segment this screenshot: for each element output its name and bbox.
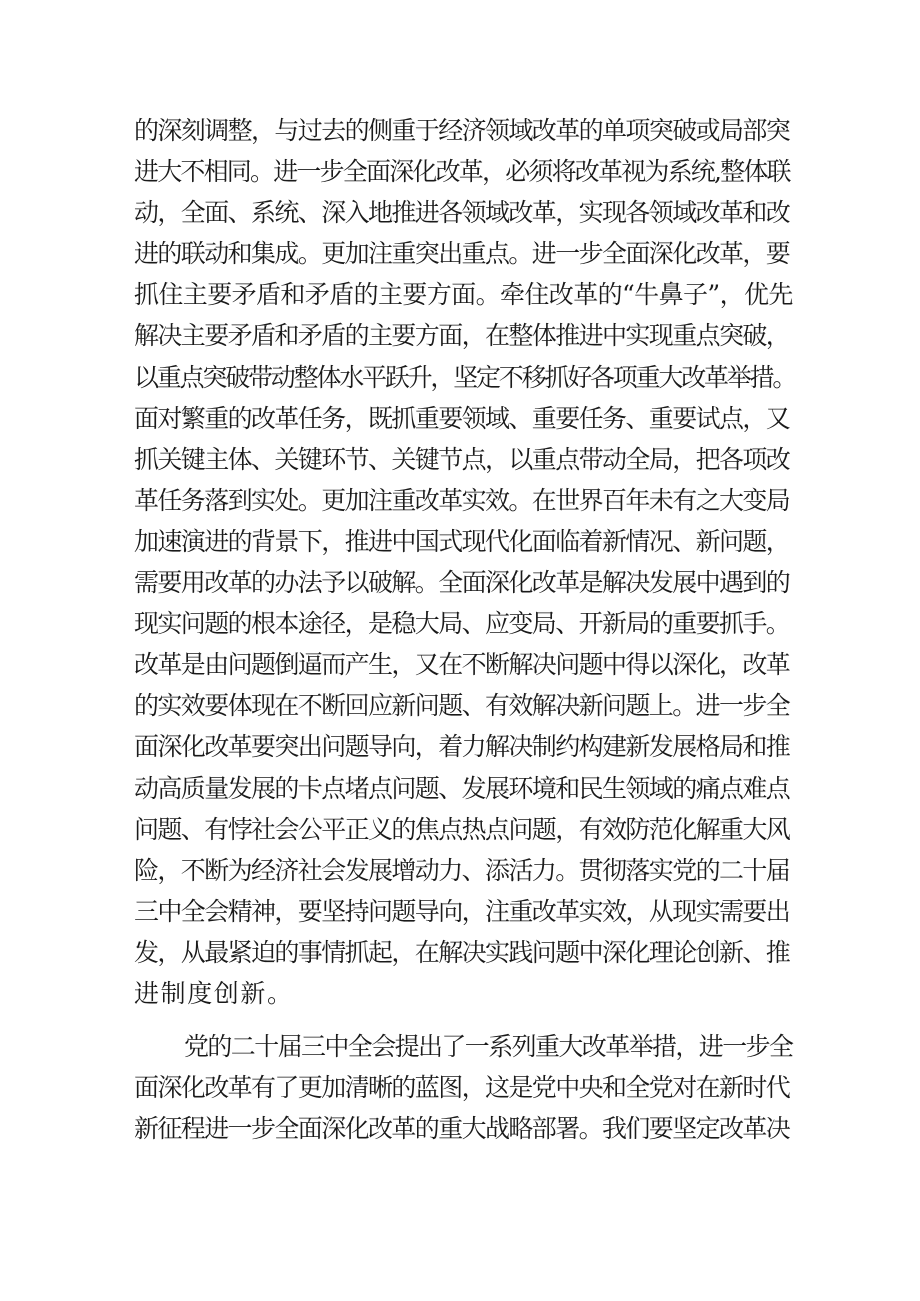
paragraph-gap	[134, 1014, 794, 1026]
text-line: 动，全面、系统、深入地推进各领域改革，实现各领域改革和改	[134, 198, 790, 228]
text-line: 的深刻调整，与过去的侧重于经济领域改革的单项突破或局部突	[134, 116, 790, 145]
text-line: 抓住主要矛盾和矛盾的主要方面。牵住改革的“牛鼻子”，优先	[134, 280, 793, 310]
text-line: 改革是由问题倒逼而产生，又在不断解决问题中得以深化，改革	[134, 650, 790, 680]
text-line: 动高质量发展的卡点堵点问题、发展环境和民生领域的痛点难点	[134, 773, 790, 803]
text-line: 进的联动和集成。更加注重突出重点。进一步全面深化改革，要	[134, 239, 790, 269]
document-body	[134, 110, 794, 1149]
text-line: 加速演进的背景下，推进中国式现代化面临着新情况、新问题，	[134, 526, 790, 556]
paragraph-2	[134, 1026, 794, 1149]
text-line: 需要用改革的办法予以破解。全面深化改革是解决发展中遇到的	[134, 568, 790, 598]
text-line: 进制度创新。	[134, 978, 294, 1008]
text-line: 解决主要矛盾和矛盾的主要方面，在整体推进中实现重点突破，	[134, 321, 790, 351]
text-line: 发，从最紧迫的事情抓起，在解决实践问题中深化理论创新、推	[134, 937, 790, 967]
text-line: 抓关键主体、关键环节、关键节点，以重点带动全局，把各项改	[134, 444, 790, 474]
text-line: 现实问题的根本途径，是稳大局、应变局、开新局的重要抓手。	[134, 609, 790, 639]
text-line: 党的二十届三中全会提出了一系列重大改革举措，进一步全	[184, 1032, 793, 1062]
paragraph-1	[134, 110, 794, 1014]
text-line: 险，不断为经济社会发展增动力、添活力。贯彻落实党的二十届	[134, 855, 790, 885]
text-line: 的实效要体现在不断回应新问题、有效解决新问题上。进一步全	[134, 691, 790, 721]
text-line: 新征程进一步全面深化改革的重大战略部署。我们要坚定改革决	[134, 1114, 790, 1144]
text-line: 革任务落到实处。更加注重改革实效。在世界百年未有之大变局	[134, 485, 790, 515]
text-line: 面深化改革要突出问题导向，着力解决制约构建新发展格局和推	[134, 732, 790, 762]
text-line: 面对繁重的改革任务，既抓重要领域、重要任务、重要试点，又	[134, 403, 790, 433]
text-line: 问题、有悖社会公平正义的焦点热点问题，有效防范化解重大风	[134, 814, 790, 844]
text-line: 三中全会精神，要坚持问题导向，注重改革实效，从现实需要出	[134, 896, 790, 926]
text-line: 进大不相同。进一步全面深化改革，必须将改革视为系统,整体联	[134, 157, 790, 187]
text-line: 以重点突破带动整体水平跃升，坚定不移抓好各项重大改革举措。	[134, 362, 796, 392]
text-line: 面深化改革有了更加清晰的蓝图，这是党中央和全党对在新时代	[134, 1073, 790, 1103]
